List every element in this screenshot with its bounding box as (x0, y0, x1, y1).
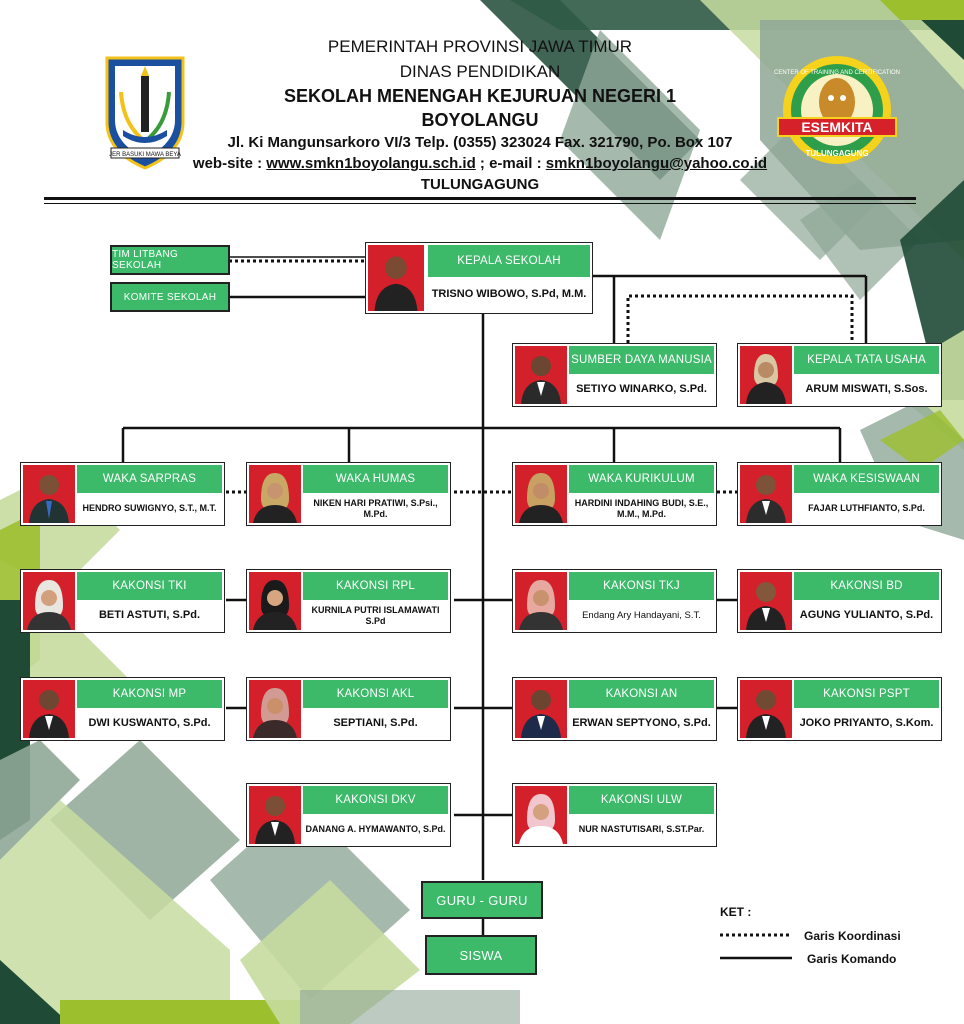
header-school-place: BOYOLANGU (421, 110, 539, 130)
name-waka-kurikulum: HARDINI INDAHING BUDI, S.E., M.M., M.Pd. (574, 497, 709, 519)
photo-sdm (515, 346, 567, 404)
photo-kakonsi-ulw (515, 786, 567, 844)
svg-text:JER BASUKI MAWA BEYA: JER BASUKI MAWA BEYA (109, 152, 181, 158)
card-kakonsi-dkv (246, 783, 451, 847)
website-link[interactable]: www.smkn1boyolangu.sch.id (266, 155, 476, 172)
legend-koordinasi-label: Garis Koordinasi (804, 929, 901, 943)
photo-waka-sarpras (23, 465, 75, 523)
card-kakonsi-tki (20, 569, 225, 633)
card-kakonsi-bd (737, 569, 942, 633)
name-kakonsi-tkj: Endang Ary Handayani, S.T. (582, 610, 701, 621)
card-kakonsi-mp (20, 677, 225, 741)
card-kepala-sekolah (365, 242, 593, 314)
name-waka-kesiswaan: FAJAR LUTHFIANTO, S.Pd. (808, 503, 925, 513)
title-kakonsi-bd: KAKONSI BD (794, 572, 939, 600)
card-waka-kesiswaan (737, 462, 942, 526)
siswa-box: SISWA (425, 935, 537, 975)
email-link[interactable]: smkn1boyolangu@yahoo.co.id (545, 155, 768, 172)
title-waka-kesiswaan: WAKA KESISWAAN (794, 465, 939, 493)
esemkita-logo (772, 52, 902, 172)
card-kakonsi-akl (246, 677, 451, 741)
photo-ktu (740, 346, 792, 404)
card-sdm (512, 343, 717, 407)
svg-text:CENTER OF TRAINING AND CERTIFI: CENTER OF TRAINING AND CERTIFICATION (773, 70, 901, 76)
name-kakonsi-an: ERWAN SEPTYONO, S.Pd. (572, 717, 711, 729)
card-kakonsi-rpl (246, 569, 451, 633)
title-kakonsi-dkv: KAKONSI DKV (303, 786, 448, 814)
title-kakonsi-akl: KAKONSI AKL (303, 680, 448, 708)
name-kakonsi-pspt: JOKO PRIYANTO, S.Kom. (799, 717, 934, 729)
card-kakonsi-tkj (512, 569, 717, 633)
komite-sekolah-box: KOMITE SEKOLAH (110, 282, 230, 312)
title-waka-sarpras: WAKA SARPRAS (77, 465, 222, 493)
name-kakonsi-dkv: DANANG A. HYMAWANTO, S.Pd. (305, 824, 446, 834)
header-department: DINAS PENDIDIKAN (399, 62, 561, 81)
legend-title: KET : (720, 905, 752, 919)
card-waka-humas (246, 462, 451, 526)
title-kepala-sekolah: KEPALA SEKOLAH (428, 245, 590, 277)
name-kakonsi-mp: DWI KUSWANTO, S.Pd. (88, 717, 211, 729)
tim-litbang-box: TIM LITBANG SEKOLAH (110, 245, 230, 275)
svg-text:TULUNGAGUNG: TULUNGAGUNG (805, 149, 869, 158)
name-sdm: SETIYO WINARKO, S.Pd. (576, 383, 707, 395)
name-waka-humas: NIKEN HARI PRATIWI, S.Psi., M.Pd. (313, 497, 438, 519)
card-kakonsi-ulw (512, 783, 717, 847)
header-school: SEKOLAH MENENGAH KEJURUAN NEGERI 1 (283, 86, 677, 106)
name-kakonsi-ulw: NUR NASTUTISARI, S.ST.Par. (578, 824, 705, 834)
photo-kakonsi-bd (740, 572, 792, 630)
title-kakonsi-pspt: KAKONSI PSPT (794, 680, 939, 708)
photo-kakonsi-tki (23, 572, 75, 630)
name-kakonsi-akl: SEPTIANI, S.Pd. (333, 717, 418, 729)
name-kakonsi-tki: BETI ASTUTI, S.Pd. (98, 609, 201, 621)
card-waka-kurikulum (512, 462, 717, 526)
legend-komando-label: Garis Komando (807, 952, 897, 966)
jawa-timur-emblem (101, 52, 189, 172)
header-city: TULUNGAGUNG (420, 176, 540, 193)
title-kakonsi-tkj: KAKONSI TKJ (569, 572, 714, 600)
photo-kakonsi-pspt (740, 680, 792, 738)
card-kakonsi-an (512, 677, 717, 741)
photo-kakonsi-mp (23, 680, 75, 738)
title-kakonsi-an: KAKONSI AN (569, 680, 714, 708)
photo-kepala-sekolah (368, 245, 424, 311)
title-sdm: SUMBER DAYA MANUSIA (569, 346, 714, 374)
card-waka-sarpras (20, 462, 225, 526)
photo-kakonsi-tkj (515, 572, 567, 630)
photo-waka-kesiswaan (740, 465, 792, 523)
header-contact: web-site : www.smkn1boyolangu.sch.id ; e-mail : smkn1boyolangu@yahoo.co.id (192, 155, 768, 172)
photo-kakonsi-rpl (249, 572, 301, 630)
name-kakonsi-bd: AGUNG YULIANTO, S.Pd. (799, 609, 934, 621)
title-kakonsi-tki: KAKONSI TKI (77, 572, 222, 600)
name-kakonsi-rpl: KURNILA PUTRI ISLAMAWATI S.Pd (311, 604, 440, 626)
header-address: Jl. Ki Mangunsarkoro VI/3 Telp. (0355) 323024 Fax. 321790, Po. Box 107 (227, 134, 733, 151)
name-waka-sarpras: HENDRO SUWIGNYO, S.T., M.T. (82, 503, 217, 513)
photo-kakonsi-dkv (249, 786, 301, 844)
guru-box: GURU - GURU (421, 881, 543, 919)
line-sdm-ktu-coord (628, 296, 852, 343)
title-waka-humas: WAKA HUMAS (303, 465, 448, 493)
header-government: PEMERINTAH PROVINSI JAWA TIMUR (327, 37, 633, 56)
header-rule (44, 197, 916, 200)
photo-waka-humas (249, 465, 301, 523)
card-kakonsi-pspt (737, 677, 942, 741)
svg-text:ESEMKITA: ESEMKITA (801, 119, 873, 135)
card-ktu (737, 343, 942, 407)
photo-kakonsi-an (515, 680, 567, 738)
title-kakonsi-mp: KAKONSI MP (77, 680, 222, 708)
title-kakonsi-ulw: KAKONSI ULW (569, 786, 714, 814)
photo-kakonsi-akl (249, 680, 301, 738)
name-kepala-sekolah: TRISNO WIBOWO, S.Pd, M.M. (431, 288, 587, 300)
title-waka-kurikulum: WAKA KURIKULUM (569, 465, 714, 493)
title-kakonsi-rpl: KAKONSI RPL (303, 572, 448, 600)
header-rule-thin (44, 203, 916, 204)
title-ktu: KEPALA TATA USAHA (794, 346, 939, 374)
name-ktu: ARUM MISWATI, S.Sos. (805, 383, 928, 395)
photo-waka-kurikulum (515, 465, 567, 523)
